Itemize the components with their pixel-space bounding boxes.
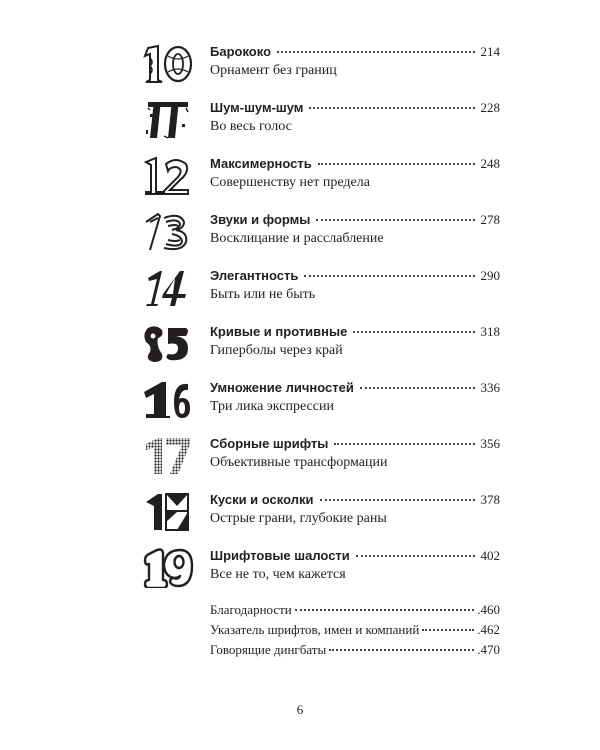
chapter-subtitle: Во весь голос <box>210 119 292 134</box>
dot-leader <box>360 386 475 389</box>
toc-entry-14[interactable] <box>140 268 500 314</box>
toc-entry-11[interactable] <box>140 100 500 146</box>
page-number: 214 <box>480 44 500 59</box>
dot-leader <box>353 330 474 333</box>
chapter-number-12-outline <box>140 156 196 202</box>
chapter-subtitle: Орнамент без границ <box>210 63 337 78</box>
back-matter-page: .470 <box>477 642 500 657</box>
chapter-title: Элегантность <box>210 268 299 283</box>
chapter-title: Шум-шум-шум <box>210 100 304 115</box>
chapter-title: Звуки и формы <box>210 212 311 227</box>
back-matter-item[interactable] <box>210 642 500 660</box>
chapter-subtitle: Острые грани, глубокие раны <box>210 511 387 526</box>
page-number: 356 <box>480 436 500 451</box>
chapter-subtitle: Быть или не быть <box>210 287 316 302</box>
chapter-title: Барококо <box>210 44 272 59</box>
chapter-number-15-blob <box>140 324 196 370</box>
chapter-subtitle: Три лика экспрессии <box>210 399 334 414</box>
page-folio: 6 <box>296 702 304 717</box>
page-number: 290 <box>480 268 500 283</box>
toc-entry-16[interactable] <box>140 380 500 426</box>
chapter-number-10-ornamental <box>140 44 196 90</box>
toc-entry-15[interactable] <box>140 324 500 370</box>
chapter-number-18-fragmented <box>140 492 196 538</box>
dot-leader <box>316 218 474 221</box>
chapter-title: Куски и осколки <box>210 492 314 507</box>
toc-entry-17[interactable] <box>140 436 500 482</box>
back-matter-title: Указатель шрифтов, имен и компаний <box>210 622 420 637</box>
dot-leader <box>304 274 474 277</box>
dot-leader <box>309 106 474 109</box>
dot-leader <box>318 162 475 165</box>
back-matter-item[interactable] <box>210 602 500 620</box>
dot-leader <box>329 648 474 651</box>
chapter-number-19-bubble <box>140 548 196 594</box>
page-number: 378 <box>480 492 500 507</box>
back-matter-title: Благодарности <box>210 602 292 617</box>
dot-leader <box>334 442 474 445</box>
page-number: 318 <box>480 324 500 339</box>
dot-leader <box>277 50 474 53</box>
page-number: 248 <box>480 156 500 171</box>
toc-entry-12[interactable] <box>140 156 500 202</box>
dot-leader <box>356 554 475 557</box>
chapter-number-14-italic <box>140 268 196 314</box>
toc-entry-18[interactable] <box>140 492 500 538</box>
page-number: 278 <box>480 212 500 227</box>
chapter-number-16-heavy <box>140 380 196 426</box>
dot-leader <box>422 628 474 631</box>
page-number: 336 <box>480 380 500 395</box>
toc-entry-19[interactable] <box>140 548 500 594</box>
page-number: 402 <box>480 548 500 563</box>
back-matter-item[interactable] <box>210 622 500 640</box>
dot-leader <box>295 608 474 611</box>
toc-entry-10[interactable] <box>140 44 500 90</box>
dot-leader <box>320 498 475 501</box>
chapter-number-17-dotmatrix <box>140 436 196 482</box>
toc-entry-13[interactable] <box>140 212 500 258</box>
chapter-number-11-noisy <box>140 100 196 146</box>
chapter-title: Сборные шрифты <box>210 436 329 451</box>
chapter-title: Шрифтовые шалости <box>210 548 350 563</box>
chapter-subtitle: Гиперболы через край <box>210 343 343 358</box>
chapter-title: Умножение личностей <box>210 380 354 395</box>
chapter-number-13-striped <box>140 212 196 258</box>
page-number: 228 <box>480 100 500 115</box>
chapter-subtitle: Совершенству нет предела <box>210 175 370 190</box>
chapter-subtitle: Объективные трансформации <box>210 455 388 470</box>
back-matter-title: Говорящие дингбаты <box>210 642 327 657</box>
back-matter-page: .460 <box>477 602 500 617</box>
chapter-title: Максимерность <box>210 156 312 171</box>
chapter-subtitle: Восклицание и расслабление <box>210 231 384 246</box>
chapter-subtitle: Все не то, чем кажется <box>210 567 346 582</box>
chapter-title: Кривые и противные <box>210 324 348 339</box>
back-matter-page: .462 <box>477 622 500 637</box>
